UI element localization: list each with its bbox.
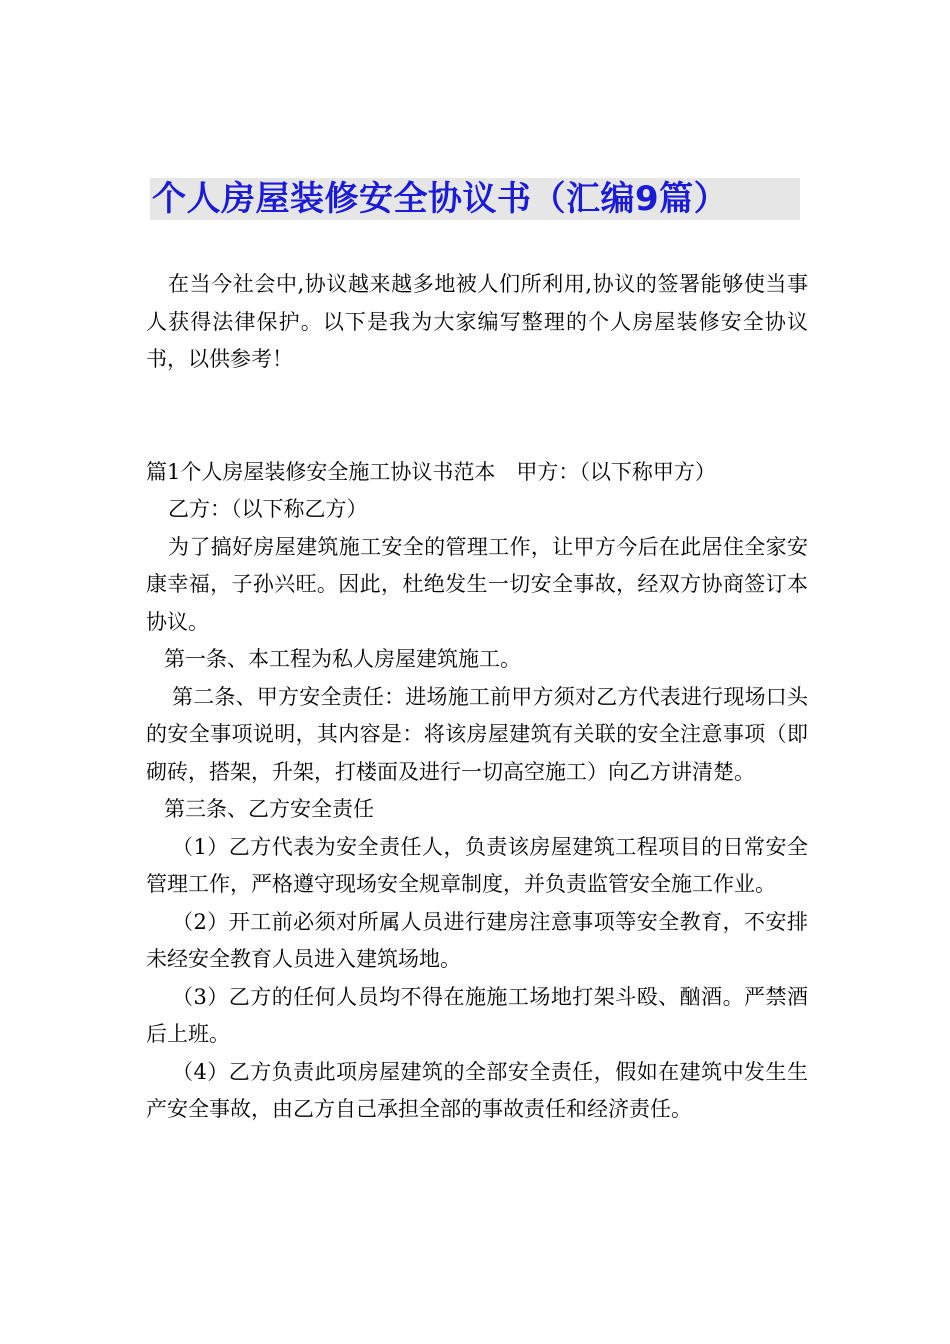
document-title: 个人房屋装修安全协议书（汇编9篇）: [152, 179, 729, 219]
document-body: [146, 266, 808, 1129]
article-1: 第一条、本工程为私人房屋建筑施工。: [164, 647, 521, 671]
article-3: 第三条、乙方安全责任: [164, 797, 374, 821]
clause-1: （1）乙方代表为安全责任人，负责该房屋建筑工程项目的日常安全管理工作，严格遵守现场安全规章制度，并负责监管安全施工作业。: [146, 834, 808, 896]
clause-2: （2）开工前必须对所属人员进行建房注意事项等安全教育，不安排未经安全教育人员进入建筑场地。: [146, 909, 808, 971]
purpose-paragraph: 为了搞好房屋建筑施工安全的管理工作，让甲方今后在此居住全家安康幸福，子孙兴旺。因此，杜绝发生一切安全事故，经双方协商签订本协议。: [146, 534, 808, 634]
section-heading: 篇1个人房屋装修安全施工协议书范本 甲方：（以下称甲方）: [146, 459, 716, 484]
clause-3: （3）乙方的任何人员均不得在施施工场地打架斗殴、酗酒。严禁酒后上班。: [146, 984, 808, 1046]
party-b-line: 乙方：（以下称乙方）: [168, 497, 368, 521]
intro-paragraph: 在当今社会中,协议越来越多地被人们所利用,协议的签署能够使当事人获得法律保护。以下是我为大家编写整理的个人房屋装修安全协议书，以供参考！: [146, 272, 808, 371]
article-2: 第二条、甲方安全责任：进场施工前甲方须对乙方代表进行现场口头的安全事项说明，其内容是：将该房屋建筑有关联的安全注意事项（即砌砖，搭架，升架，打楼面及进行一切高空施工）向乙方讲清楚。: [146, 684, 808, 784]
clause-4: （4）乙方负责此项房屋建筑的全部安全责任，假如在建筑中发生生产安全事故，由乙方自己承担全部的事故责任和经济责任。: [146, 1059, 808, 1121]
paragraph-gap: [146, 379, 808, 454]
